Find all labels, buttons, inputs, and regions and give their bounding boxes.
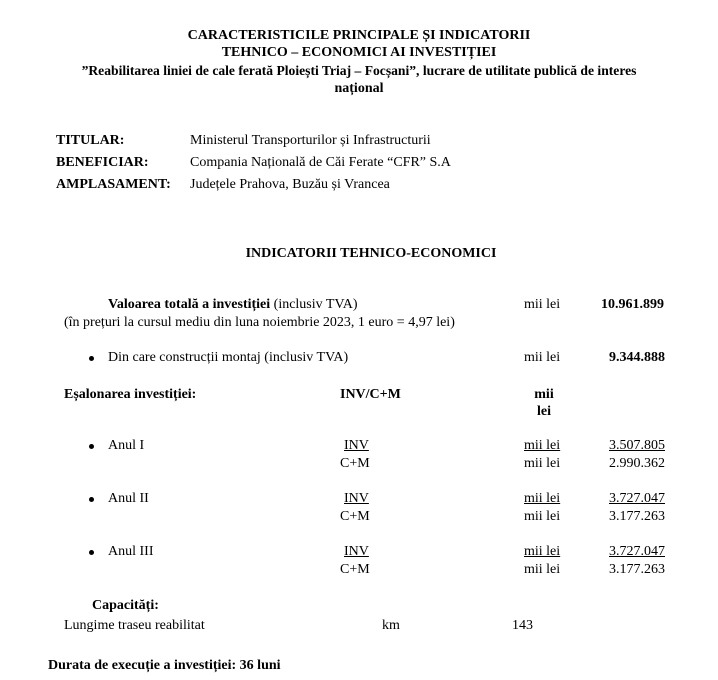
inv-label: INV xyxy=(344,544,369,559)
total-value-label-normal: (inclusiv TVA) xyxy=(270,297,358,312)
year-label: Anul II xyxy=(108,491,149,506)
schedule-unit-header-2: lei xyxy=(537,404,551,419)
construction-amount: 9.344.888 xyxy=(609,350,665,365)
cm-unit: mii lei xyxy=(524,562,561,577)
schedule-unit-header-1: mii xyxy=(534,387,554,402)
section-title: INDICATORII TEHNICO-ECONOMICI xyxy=(245,246,497,261)
cm-amount: 3.177.263 xyxy=(609,509,665,524)
year-label: Anul I xyxy=(108,438,145,453)
capacity-value: 143 xyxy=(512,618,533,633)
inv-unit: mii lei xyxy=(524,438,561,453)
year-label: Anul III xyxy=(108,544,154,559)
inv-label: INV xyxy=(344,438,369,453)
doc-title-line-1: CARACTERISTICILE PRINCIPALE ȘI INDICATORII xyxy=(187,28,531,43)
capacity-unit: km xyxy=(382,618,400,633)
cm-label: C+M xyxy=(340,562,370,577)
amplasament-value: Județele Prahova, Buzău și Vrancea xyxy=(190,177,390,192)
inv-amount: 3.727.047 xyxy=(609,544,665,559)
bullet-icon xyxy=(89,444,94,449)
cm-label: C+M xyxy=(340,509,370,524)
cm-amount: 2.990.362 xyxy=(609,456,665,471)
inv-unit: mii lei xyxy=(524,544,561,559)
inv-unit: mii lei xyxy=(524,491,561,506)
total-value-label xyxy=(108,297,358,313)
schedule-label: Eșalonarea investiției: xyxy=(64,387,197,402)
cm-amount: 3.177.263 xyxy=(609,562,665,577)
bullet-icon xyxy=(89,497,94,502)
inv-label: INV xyxy=(344,491,369,506)
cm-unit: mii lei xyxy=(524,456,561,471)
bullet-icon xyxy=(89,356,94,361)
capacity-title: Capacități: xyxy=(92,598,159,613)
amplasament-label: AMPLASAMENT: xyxy=(56,177,171,192)
total-value-unit: mii lei xyxy=(524,297,561,312)
beneficiar-value: Compania Națională de Căi Ferate “CFR” S.A xyxy=(190,155,451,170)
capacity-item-label: Lungime traseu reabilitat xyxy=(64,618,205,633)
cm-label: C+M xyxy=(340,456,370,471)
bullet-icon xyxy=(89,550,94,555)
beneficiar-label: BENEFICIAR: xyxy=(56,155,149,170)
project-name-line-1: ”Reabilitarea liniei de cale ferată Ploiești Triaj – Focșani”, lucrare de utilitate publică de interes xyxy=(81,63,637,78)
titular-label: TITULAR: xyxy=(56,133,125,148)
total-value-note: (în prețuri la cursul mediu din luna noiembrie 2023, 1 euro = 4,97 lei) xyxy=(64,315,455,330)
schedule-col-header: INV/C+M xyxy=(340,387,401,402)
project-name-line-2: național xyxy=(334,81,384,96)
inv-amount: 3.507.805 xyxy=(609,438,665,453)
total-value-label-bold: Valoarea totală a investiției xyxy=(108,297,271,312)
execution-duration: Durata de execuție a investiției: 36 luni xyxy=(48,658,281,673)
construction-unit: mii lei xyxy=(524,350,561,365)
doc-title-line-2: TEHNICO – ECONOMICI AI INVESTIȚIEI xyxy=(221,45,497,60)
construction-label: Din care construcții montaj (inclusiv TVA) xyxy=(108,350,349,365)
total-value-amount: 10.961.899 xyxy=(601,297,664,312)
inv-amount: 3.727.047 xyxy=(609,491,665,506)
titular-value: Ministerul Transporturilor și Infrastructurii xyxy=(190,133,431,148)
cm-unit: mii lei xyxy=(524,509,561,524)
